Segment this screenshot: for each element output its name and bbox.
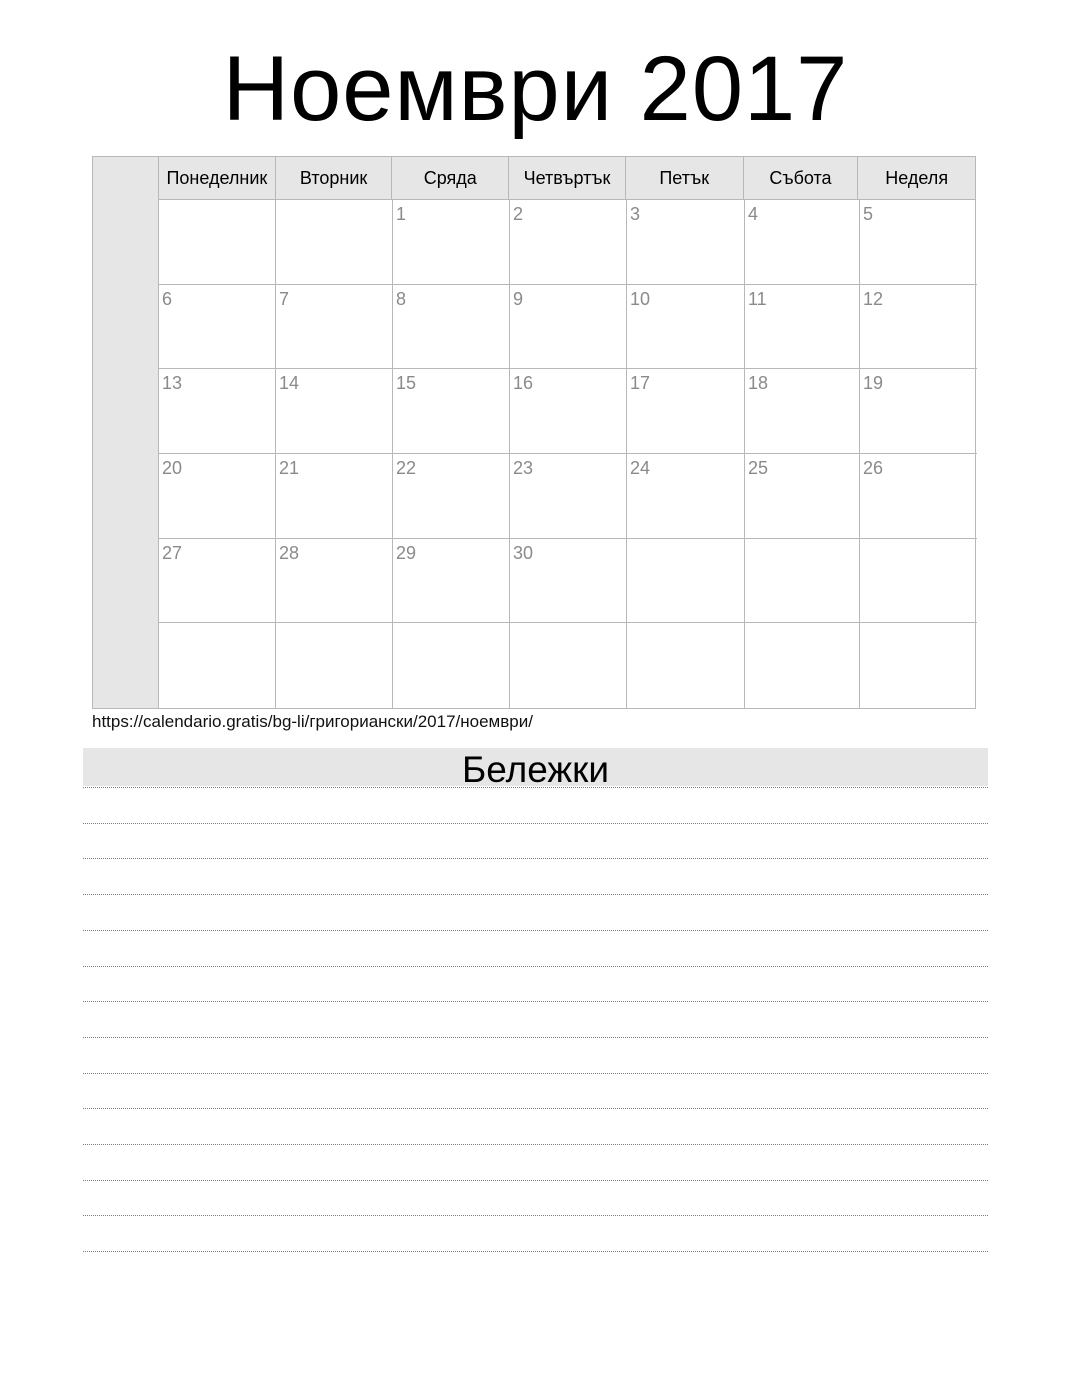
day-number: 3 xyxy=(630,204,641,224)
weekday-header: Понеделник xyxy=(159,157,276,199)
day-cell[interactable] xyxy=(745,200,860,284)
note-line xyxy=(83,894,988,895)
day-cell[interactable] xyxy=(393,200,510,284)
day-number: 12 xyxy=(863,288,884,309)
note-line xyxy=(83,1144,988,1145)
day-cell[interactable] xyxy=(159,369,276,453)
day-number: 28 xyxy=(279,542,300,563)
week-row xyxy=(159,539,977,624)
weekday-header-row xyxy=(159,157,975,200)
day-cell[interactable] xyxy=(393,454,510,538)
note-line xyxy=(83,1251,988,1252)
day-number: 8 xyxy=(396,288,407,309)
weekday-header: Четвъртък xyxy=(509,157,626,199)
note-line xyxy=(83,1108,988,1109)
day-number: 4 xyxy=(748,204,759,224)
weekday-header: Събота xyxy=(744,157,859,199)
day-cell[interactable] xyxy=(393,369,510,453)
day-cell[interactable] xyxy=(510,200,627,284)
day-cell[interactable] xyxy=(627,369,745,453)
week-row xyxy=(159,285,977,370)
month-calendar xyxy=(92,156,976,709)
note-line xyxy=(83,1001,988,1002)
day-cell[interactable] xyxy=(276,539,393,623)
day-number: 9 xyxy=(513,288,524,309)
day-number: 10 xyxy=(630,288,651,309)
day-number: 7 xyxy=(279,288,290,309)
weekday-header: Вторник xyxy=(276,157,393,199)
day-cell[interactable] xyxy=(159,200,276,284)
day-cell[interactable] xyxy=(276,200,393,284)
day-cell[interactable] xyxy=(276,369,393,453)
day-number: 17 xyxy=(630,373,651,394)
day-cell[interactable] xyxy=(745,623,860,708)
source-url: https://calendario.gratis/bg-li/григориански/2017/ноември/ xyxy=(92,712,533,731)
day-number: 11 xyxy=(748,288,767,309)
day-number: 22 xyxy=(396,457,417,478)
day-cell[interactable] xyxy=(745,539,860,623)
day-number: 16 xyxy=(513,373,534,394)
day-cell[interactable] xyxy=(627,623,745,708)
day-cell[interactable] xyxy=(276,454,393,538)
day-number: 30 xyxy=(513,542,534,563)
day-cell[interactable] xyxy=(627,200,745,284)
day-cell[interactable] xyxy=(860,623,977,708)
notes-heading: Бележки xyxy=(83,748,988,786)
week-row xyxy=(159,200,977,285)
day-cell[interactable] xyxy=(860,454,977,538)
day-cell[interactable] xyxy=(393,285,510,369)
day-number: 15 xyxy=(396,373,417,394)
page-title: Ноември 2017 xyxy=(222,38,849,140)
day-cell[interactable] xyxy=(860,200,977,284)
day-cell[interactable] xyxy=(745,369,860,453)
day-cell[interactable] xyxy=(627,539,745,623)
day-cell[interactable] xyxy=(510,623,627,708)
weekday-header: Сряда xyxy=(392,157,509,199)
weekday-header: Неделя xyxy=(885,168,949,188)
day-cell[interactable] xyxy=(745,454,860,538)
note-line xyxy=(83,858,988,859)
day-number: 23 xyxy=(513,457,534,478)
calendar-grid xyxy=(159,200,975,708)
note-line xyxy=(83,1073,988,1074)
day-number: 26 xyxy=(863,457,884,478)
day-cell[interactable] xyxy=(276,623,393,708)
day-number: 24 xyxy=(630,457,651,478)
note-line xyxy=(83,966,988,967)
day-cell[interactable] xyxy=(276,285,393,369)
day-number: 25 xyxy=(748,457,769,478)
day-number: 6 xyxy=(162,288,173,309)
day-number: 18 xyxy=(748,373,769,394)
day-cell[interactable] xyxy=(860,369,977,453)
day-cell[interactable] xyxy=(159,454,276,538)
day-cell[interactable] xyxy=(393,539,510,623)
week-row xyxy=(159,454,977,539)
day-number: 21 xyxy=(279,457,300,478)
day-number: 27 xyxy=(162,542,183,563)
week-row xyxy=(159,369,977,454)
note-line xyxy=(83,930,988,931)
day-cell[interactable] xyxy=(627,454,745,538)
note-line xyxy=(83,823,988,824)
note-line xyxy=(83,1215,988,1216)
day-cell[interactable] xyxy=(510,285,627,369)
day-number: 19 xyxy=(863,373,884,394)
note-line xyxy=(83,1180,988,1181)
day-number: 5 xyxy=(863,204,874,224)
weekday-header: Петък xyxy=(626,157,744,199)
note-line xyxy=(83,1037,988,1038)
day-cell[interactable] xyxy=(159,539,276,623)
day-number: 20 xyxy=(162,457,183,478)
day-number: 13 xyxy=(162,373,183,394)
day-cell[interactable] xyxy=(860,539,977,623)
week-number-column xyxy=(93,157,159,708)
note-line xyxy=(83,787,988,788)
week-row xyxy=(159,623,977,708)
day-cell[interactable] xyxy=(393,623,510,708)
day-number: 29 xyxy=(396,542,417,563)
day-cell[interactable] xyxy=(159,285,276,369)
day-cell[interactable] xyxy=(745,285,860,369)
day-cell[interactable] xyxy=(627,285,745,369)
day-cell[interactable] xyxy=(510,454,627,538)
day-cell[interactable] xyxy=(510,539,627,623)
day-number: 1 xyxy=(396,204,407,224)
day-cell[interactable] xyxy=(860,285,977,369)
day-cell[interactable] xyxy=(510,369,627,453)
day-number: 14 xyxy=(279,373,300,394)
day-cell[interactable] xyxy=(159,623,276,708)
day-number: 2 xyxy=(513,204,524,224)
